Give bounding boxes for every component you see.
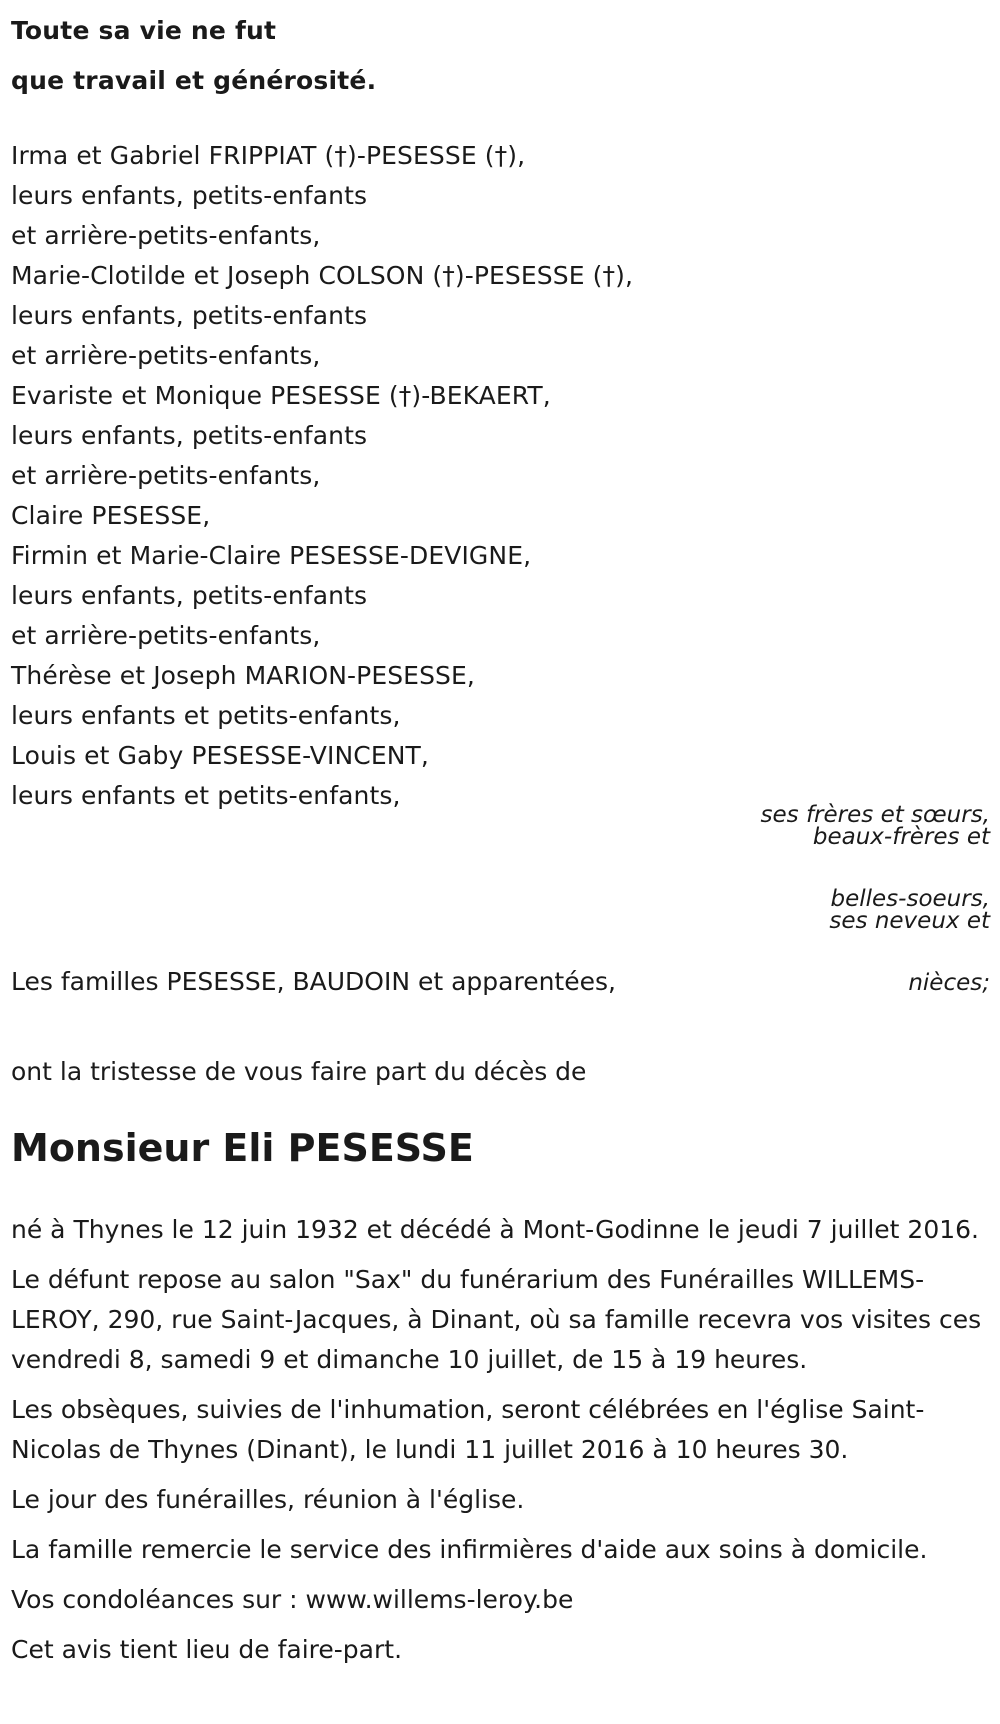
relations-note	[570, 804, 990, 994]
relations-line-2: beaux-frères et	[812, 824, 990, 850]
birth-paragraph: né à Thynes le 12 juin 1932 et décédé à Mont-Godinne le jeudi 7 juillet 2016.	[11, 1215, 979, 1244]
family-line: Claire PESESSE,	[11, 501, 211, 530]
family-line: et arrière-petits-enfants,	[11, 461, 321, 490]
obituary-body	[11, 1210, 986, 1680]
family-line: Irma et Gabriel FRIPPIAT (†)-PESESSE (†),	[11, 141, 526, 170]
family-line: Marie-Clotilde et Joseph COLSON (†)-PESESSE (†),	[11, 261, 634, 290]
relations-line-1: ses frères et sœurs,	[760, 802, 990, 828]
family-line: Evariste et Monique PESESSE (†)-BEKAERT,	[11, 381, 551, 410]
family-line: leurs enfants, petits-enfants	[11, 581, 368, 610]
family-line: et arrière-petits-enfants,	[11, 221, 321, 250]
family-line: et arrière-petits-enfants,	[11, 621, 321, 650]
visitation-paragraph: Le défunt repose au salon "Sax" du funérarium des Funérailles WILLEMS-LEROY, 290, rue Saint-Jacques, à Dinant, où sa famille recevra vos visites ces vendredi 8, samedi 9 et dimanche 10 juillet, de 15 à 19 heures.	[11, 1265, 982, 1374]
announcement-line: ont la tristesse de vous faire part du décès de	[11, 1057, 587, 1086]
family-list	[11, 136, 633, 816]
deceased-name: Monsieur Eli PESESSE	[11, 1126, 474, 1170]
motto-line-1: Toute sa vie ne fut	[11, 16, 277, 45]
family-line: leurs enfants, petits-enfants	[11, 421, 368, 450]
relations-line-5: nièces;	[908, 970, 990, 996]
family-line: Thérèse et Joseph MARION-PESESSE,	[11, 661, 475, 690]
family-line: et arrière-petits-enfants,	[11, 341, 321, 370]
notice-paragraph: Cet avis tient lieu de faire-part.	[11, 1635, 403, 1664]
relations-gap	[570, 932, 990, 972]
families-line: Les familles PESESSE, BAUDOIN et apparentées,	[11, 967, 616, 996]
relations-gap	[570, 848, 990, 888]
family-line: leurs enfants, petits-enfants	[11, 301, 368, 330]
relations-line-4: ses neveux et	[829, 908, 990, 934]
motto	[11, 6, 376, 106]
condolences-paragraph: Vos condoléances sur : www.willems-leroy.be	[11, 1585, 574, 1614]
thanks-paragraph: La famille remercie le service des infirmières d'aide aux soins à domicile.	[11, 1535, 928, 1564]
family-line: leurs enfants et petits-enfants,	[11, 701, 401, 730]
family-line: Firmin et Marie-Claire PESESSE-DEVIGNE,	[11, 541, 532, 570]
meeting-paragraph: Le jour des funérailles, réunion à l'église.	[11, 1485, 525, 1514]
family-line: leurs enfants et petits-enfants,	[11, 781, 401, 810]
family-line: Louis et Gaby PESESSE-VINCENT,	[11, 741, 429, 770]
motto-line-2: que travail et générosité.	[11, 66, 377, 95]
relations-line-3: belles-soeurs,	[830, 886, 990, 912]
family-line: leurs enfants, petits-enfants	[11, 181, 368, 210]
funeral-paragraph: Les obsèques, suivies de l'inhumation, seront célébrées en l'église Saint-Nicolas de Thynes (Dinant), le lundi 11 juillet 2016 à 10 heures 30.	[11, 1395, 925, 1464]
